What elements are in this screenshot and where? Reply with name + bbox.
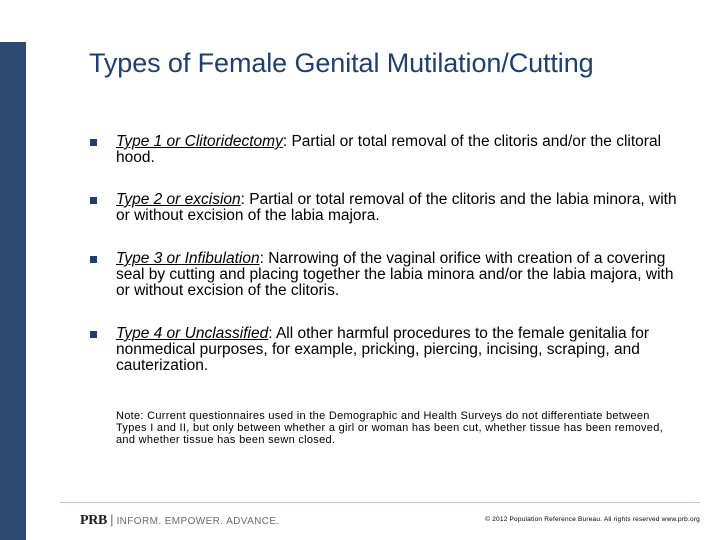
footer-logo — [80, 511, 280, 529]
bullet-marker — [90, 256, 97, 263]
bullet-list — [90, 134, 690, 374]
logo-separator: | — [110, 512, 114, 527]
bullet-term: Type 4 or Unclassified — [116, 325, 269, 342]
tagline: INFORM. EMPOWER. ADVANCE. — [116, 516, 280, 527]
bullet-term: Type 2 or excision — [116, 191, 241, 208]
bullet-text: : Partial or total removal of the clitoris and/or the clitoral hood. — [116, 133, 662, 166]
bullet-text: : Narrowing of the vaginal orifice with creation of a covering seal by cutting and placing together the labia minora and/or the labia majora, with or without excision of the clitoris. — [116, 250, 674, 299]
footer-divider — [60, 502, 700, 503]
bullet-term: Type 1 or Clitoridectomy — [116, 133, 283, 150]
prb-logo: PRB — [80, 513, 108, 528]
footnote: Note: Current questionnaires used in the Demographic and Health Surveys do not differentiate between Types I and II, but only between whether a girl or woman has been cut, whether tissue has been removed, and whether tissue has been sewn closed. — [116, 410, 663, 446]
bullet-text: : All other harmful procedures to the female genitalia for nonmedical purposes, for example, pricking, piercing, incising, scraping, and cauterization. — [116, 325, 650, 374]
bullet-marker — [90, 197, 97, 204]
bullet-marker — [90, 139, 97, 146]
bullet-text: : Partial or total removal of the clitoris and the labia minora, with or without excision of the labia majora. — [116, 191, 677, 224]
bullet-type-1 — [90, 134, 690, 166]
bullet-type-4 — [90, 326, 690, 374]
bullet-marker — [90, 331, 97, 338]
page-title: Types of Female Genital Mutilation/Cutting — [89, 48, 594, 78]
copyright-text: © 2012 Population Reference Bureau. All rights reserved www.prb.org — [485, 516, 700, 523]
left-accent-bar — [0, 42, 26, 540]
bullet-type-2 — [90, 192, 690, 224]
bullet-type-3 — [90, 251, 690, 299]
bullet-term: Type 3 or Infibulation — [116, 250, 260, 267]
